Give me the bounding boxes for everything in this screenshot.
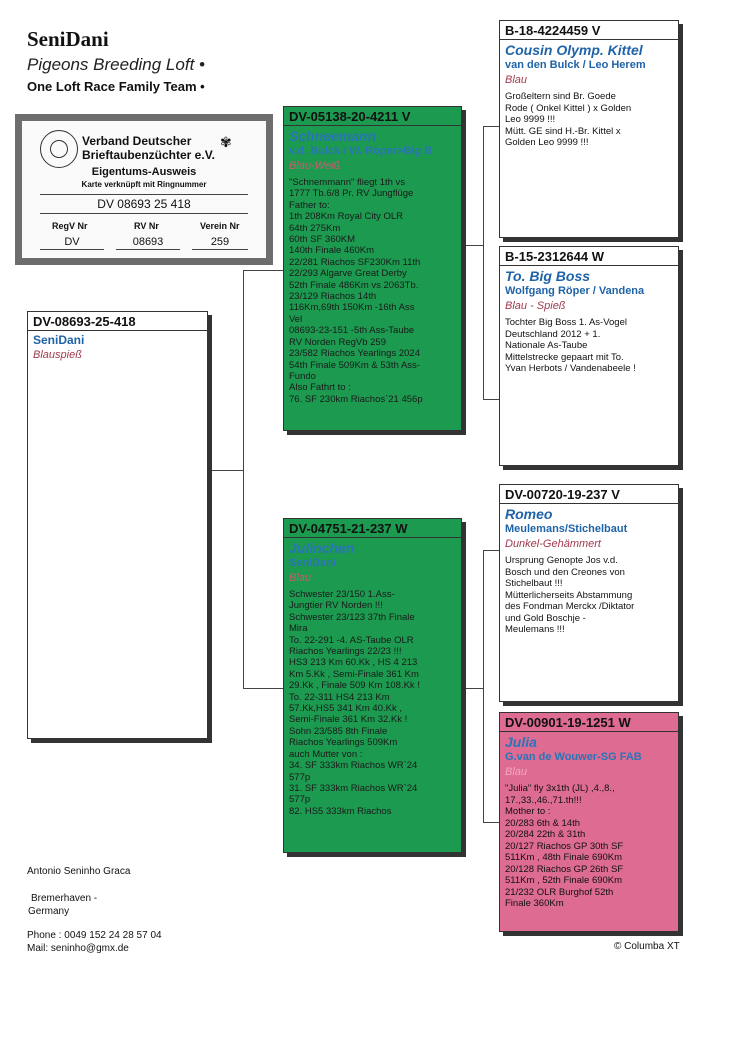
father-description: "Schnemmann" fliegt 1th vs 1777 Tb.6/8 Pr. RV Jungflüge Father to: 1th 208Km Royal City OLR 64th 275Km 60th SF 360KM 140th Finale 460Km 22/281 Riachos SF230Km 11th 22/293 Algarve Great Derby 52th Finale 486Km vs 2063Tb. 23/129 Riachos 14th 116Km,69th 150Km -16th Ass Vel 08693-23-151 -5th Ass-Taube RV Norden RegVb 259 23/582 Riachos Yearlings 2024 54th Finale 509Km & 53th Ass- Fundo Also Fathrt to : 76. SF 230km Riachos`21 456p [289, 177, 423, 405]
connector-mm [483, 822, 499, 823]
mm-ring-number: DV-00901-19-1251 W [505, 715, 631, 730]
main-pigeon-card[interactable] [27, 311, 208, 739]
mf-ring-number: DV-00720-19-237 V [505, 487, 620, 502]
mf-name: Romeo [505, 506, 553, 522]
mother-description: Schwester 23/150 1.Ass- Jungtier RV Norden !!! Schwester 23/123 37th Finale Mira To. 22-291 -4. AS-Taube OLR Riachos Yearlings 22/23 !!! HS3 213 Km 60.Kk , HS 4 213 Km 5.Kk , Semi-Finale 361 Km 29.Kk , Finale 509 Km 108.Kk ! To. 22-311 HS4 213 Km 57.Kk,HS5 341 Km 40.Kk , Semi-Finale 361 Km 32.Kk ! Sohn 23/585 8th Finale Riachos Yearlings 509Km auch Mutter von : 34. SF 333km Riachos WR`24 577p 31. SF 333km Riachos WR`24 577p 82. HS5 333km Riachos [289, 589, 420, 817]
mm-description: "Julia" fly 3x1th (JL) ,4.,8., 17.,33.,46.,71.th!!! Mother to : 20/283 6th & 14th 20/284 22th & 31th 20/127 Riachos GP 30th SF 511Km , 48th Finale 690Km 20/128 Riachos GP 26th SF 511Km , 52th Finale 690Km 21/232 OLR Burghof 52th Finale 360Km [505, 783, 624, 909]
father-color: Blau-Weiß [289, 160, 341, 172]
pigeon-logo-inner-icon [50, 140, 68, 158]
father-ring-number: DV-05138-20-4211 V [289, 109, 411, 124]
ff-ring-number: B-18-4224459 V [505, 23, 601, 38]
owner-name: Antonio Seninho Graca [27, 866, 131, 877]
card-title: Eigentums-Ausweis [91, 166, 197, 178]
divider [500, 265, 678, 266]
divider [500, 39, 678, 40]
maternal-grandfather-card[interactable] [499, 484, 679, 702]
card-verein-label: Verein Nr [200, 221, 240, 231]
ff-name: Cousin Olymp. Kittel [505, 42, 643, 58]
mother-color: Blau [289, 572, 312, 584]
fm-description: Tochter Big Boss 1. As-Vogel Deutschland 2012 + 1. Nationale As-Taube Mittelstrecke gepaart mit To. Yvan Herbots / Vandenabeele ! [505, 317, 636, 374]
father-card[interactable] [283, 106, 462, 431]
owner-country: Germany [28, 906, 70, 917]
card-ring-number: DV 08693 25 418 [40, 194, 248, 214]
connector-mother-vertical [483, 550, 484, 822]
connector-mother-out [462, 688, 483, 689]
connector-father-vertical [483, 126, 484, 399]
emblem-icon: ✾ [220, 134, 232, 150]
ff-description: Großeltern sind Br. Goede Rode ( Onkel Kittel ) x Golden Leo 9999 !!! Mütt. GE sind H.-Br. Kittel x Golden Leo 9999 !!! [505, 91, 632, 148]
connector-father [243, 270, 283, 271]
ff-breeder: van den Bulck / Leo Herem [505, 59, 646, 71]
mf-description: Ursprung Genopte Jos v.d. Bosch und den Creones von Stichelbaut !!! Mütterlicherseits Abstammung des Fondman Merckx /Diktator und Gold Boschje - Meulemans !!! [505, 555, 635, 635]
mf-breeder: Meulemans/Stichelbaut [505, 523, 628, 535]
connector-father-out [462, 245, 483, 246]
copyright: © Columba XT [614, 941, 680, 952]
loft-subtitle: Pigeons Breeding Loft • [27, 55, 205, 74]
mf-color: Dunkel-Gehämmert [505, 538, 601, 550]
father-name: Schneemann [289, 128, 377, 144]
divider [500, 731, 678, 732]
mm-color: Blau [505, 766, 528, 778]
mm-breeder: G.van de Wouwer-SG FAB [505, 751, 642, 763]
mother-breeder: SeniDani [289, 557, 337, 569]
mm-name: Julia [505, 734, 537, 750]
owner-mail[interactable]: Mail: seninho@gmx.de [27, 943, 129, 954]
divider [284, 537, 461, 538]
fm-breeder: Wolfgang Röper / Vandena [505, 285, 645, 297]
owner-city: Bremerhaven - [31, 893, 98, 904]
connector-main-vertical [243, 270, 244, 688]
connector-mf [483, 550, 499, 551]
loft-title: SeniDani [27, 27, 109, 51]
main-ring-number: DV-08693-25-418 [33, 314, 136, 329]
divider [28, 330, 207, 331]
connector-mother [243, 688, 283, 689]
card-verein-value: 259 [192, 236, 248, 250]
divider [500, 503, 678, 504]
connector-ff [483, 126, 499, 127]
ff-color: Blau [505, 74, 528, 86]
card-rv-label: RV Nr [134, 221, 159, 231]
maternal-grandmother-card[interactable] [499, 712, 679, 932]
mother-card[interactable] [283, 518, 462, 853]
card-regv-value: DV [40, 236, 104, 250]
card-org-name: Verband Deutscher Brieftaubenzüchter e.V. [82, 134, 215, 162]
main-pigeon-color: Blauspieß [33, 349, 82, 361]
fm-color: Blau - Spieß [505, 300, 566, 312]
owner-phone: Phone : 0049 152 24 28 57 04 [27, 930, 162, 941]
card-rv-value: 08693 [116, 236, 180, 250]
father-breeder: v.d. Bulck / W. Röper>Big B [289, 145, 433, 157]
mother-name: Julinchen [289, 540, 355, 556]
card-note: Karte verknüpft mit Ringnummer [81, 180, 207, 189]
fm-name: To. Big Boss [505, 268, 591, 284]
card-regv-label: RegV Nr [52, 221, 88, 231]
divider [284, 125, 461, 126]
connector-main [208, 470, 243, 471]
mother-ring-number: DV-04751-21-237 W [289, 521, 408, 536]
paternal-grandmother-card[interactable] [499, 246, 679, 466]
loft-team: One Loft Race Family Team • [27, 79, 205, 94]
paternal-grandfather-card[interactable] [499, 20, 679, 238]
fm-ring-number: B-15-2312644 W [505, 249, 604, 264]
connector-fm [483, 399, 499, 400]
main-pigeon-name: SeniDani [33, 333, 85, 347]
